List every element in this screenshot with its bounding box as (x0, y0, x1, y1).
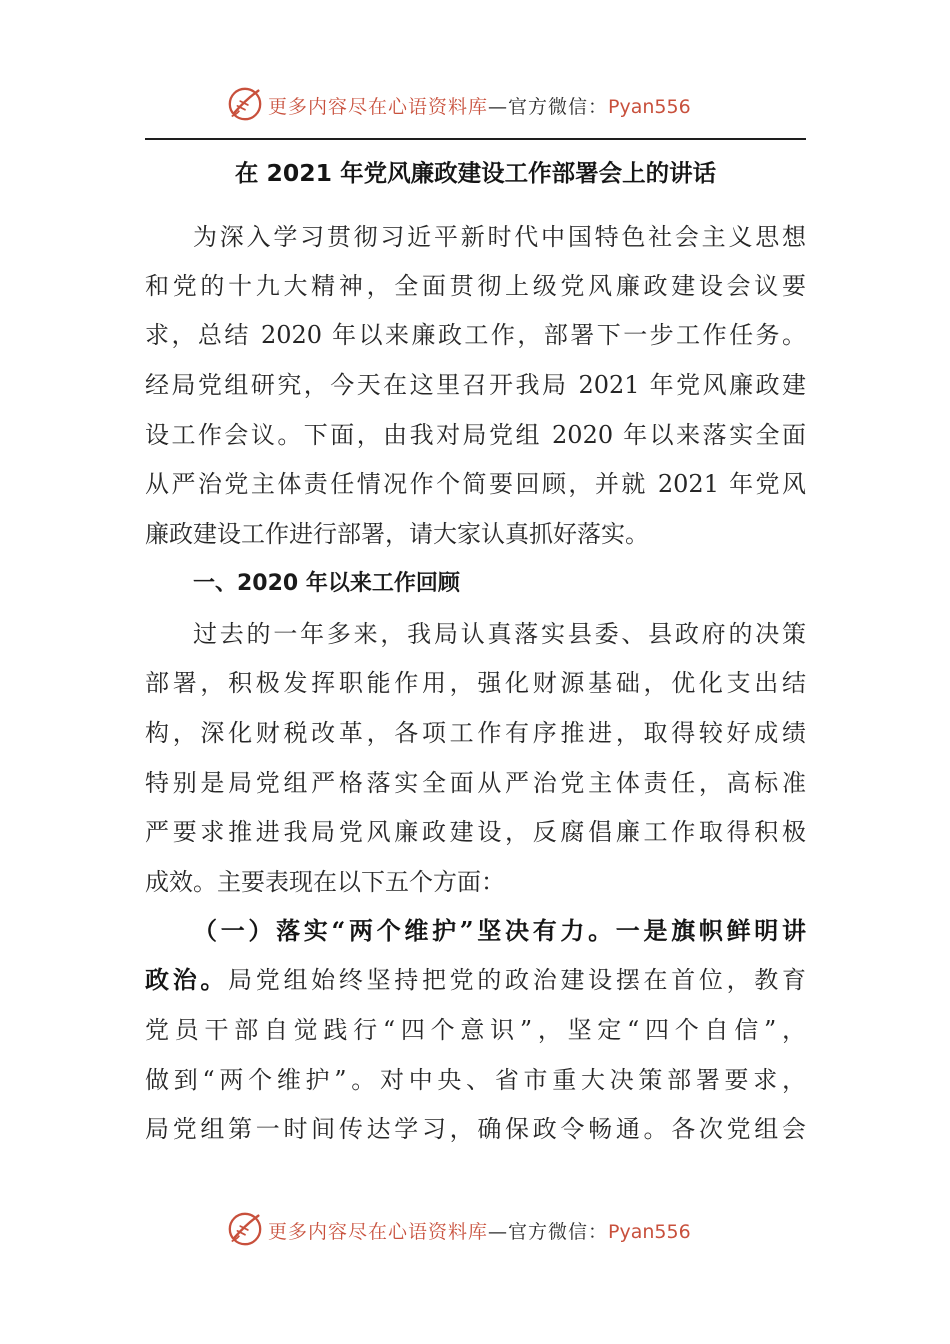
paragraph-line: 经局党组研究，今天在这里召开我局 2021 年党风廉政建 (145, 371, 806, 399)
paragraph-text: 局党组始终坚持把党的政治建设摆在首位，教育 (228, 966, 807, 994)
section-heading: 一、2020 年以来工作回顾 (193, 571, 460, 596)
paragraph-line: 和党的十九大精神，全面贯彻上级党风廉政建设会议要 (145, 272, 806, 300)
subsection-heading-line (193, 914, 806, 948)
document-title: 在 2021 年党风廉政建设工作部署会上的讲话 (234, 159, 717, 187)
paragraph-line: 过去的一年多来，我局认真落实县委、县政府的决策 (193, 620, 806, 648)
banner-text: 更多内容尽在心语资料库—官方微信：Pyan556 (268, 1221, 691, 1243)
subsection-heading: （一）落实“两个维护”坚决有力。一是旗帜鲜明讲 (193, 916, 806, 945)
paragraph-line: 特别是局党组严格落实全面从严治党主体责任，高标准 (145, 769, 806, 797)
paragraph-line: 做到“两个维护”。对中央、省市重大决策部署要求， (145, 1066, 806, 1094)
paragraph-line: 为深入学习贯彻习近平新时代中国特色社会主义思想 (193, 223, 806, 251)
bold-phrase: 政治。 (145, 965, 229, 994)
paragraph-line: 党员干部自觉践行“四个意识”，坚定“四个自信”， (145, 1016, 806, 1044)
paragraph-line: 廉政建设工作进行部署，请大家认真抓好落实。 (145, 520, 649, 548)
paragraph-line (145, 963, 806, 997)
paragraph-line: 严要求推进我局党风廉政建设，反腐倡廉工作取得积极 (145, 818, 806, 846)
banner-text: 更多内容尽在心语资料库—官方微信：Pyan556 (268, 96, 691, 118)
quill-seal-icon (226, 1210, 264, 1248)
header-rule (145, 138, 806, 140)
paragraph-line: 成效。主要表现在以下五个方面： (145, 868, 505, 896)
footer-banner (0, 1209, 950, 1249)
paragraph-line: 部署，积极发挥职能作用，强化财源基础，优化支出结 (145, 669, 806, 697)
paragraph-line: 构，深化财税改革，各项工作有序推进，取得较好成绩 (145, 719, 806, 747)
paragraph-line: 从严治党主体责任情况作个简要回顾，并就 2021 年党风 (145, 470, 806, 498)
paragraph-line: 设工作会议。下面，由我对局党组 2020 年以来落实全面 (145, 421, 806, 449)
quill-seal-icon (226, 85, 264, 123)
paragraph-line: 求，总结 2020 年以来廉政工作，部署下一步工作任务。 (145, 321, 806, 349)
paragraph-line: 局党组第一时间传达学习，确保政令畅通。各次党组会 (145, 1115, 806, 1143)
header-banner (0, 84, 950, 124)
